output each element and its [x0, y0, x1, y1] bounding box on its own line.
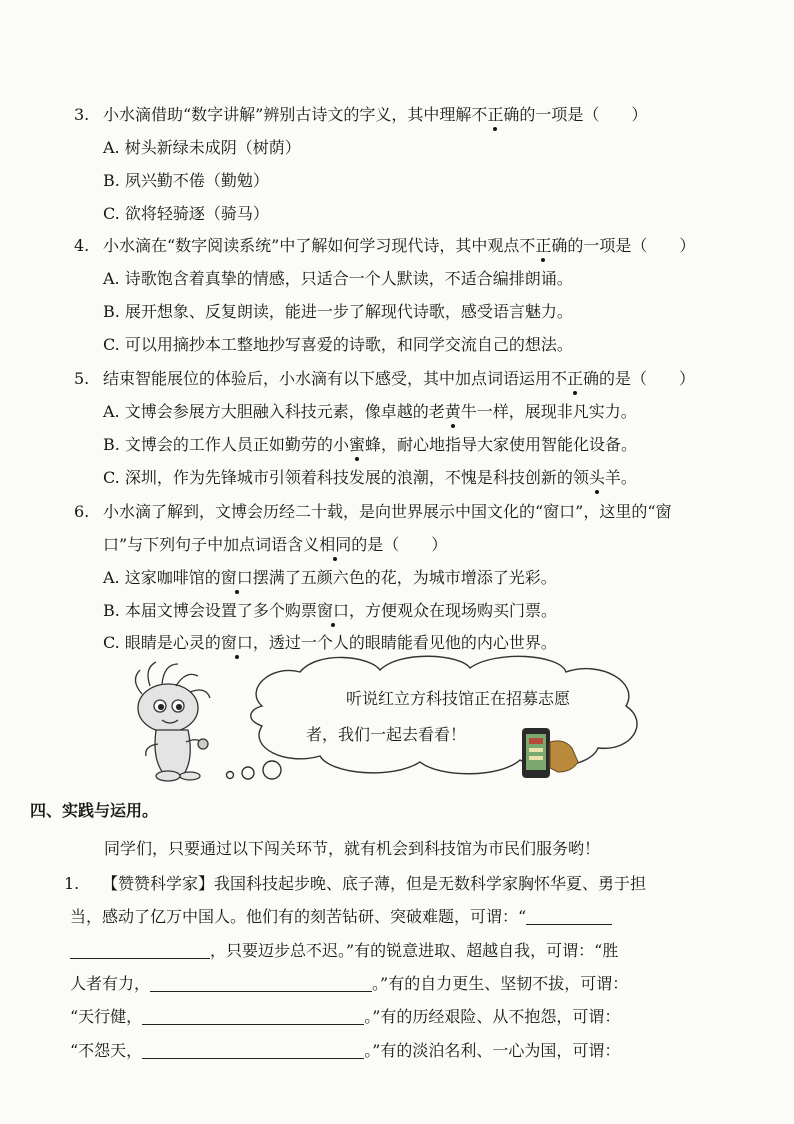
q3-stem-post: 的一项是（ ） — [519, 105, 648, 124]
section-4-title: 四、实践与运用。 — [30, 801, 159, 820]
q6-stem-line2-emphasis: 相同 — [319, 535, 352, 554]
q4-stem-pre: 小水滴在“数字阅读系统”中了解如何学习现代诗，其中观点 — [103, 236, 520, 255]
q3-option-b: B. 夙兴勤不倦（勤勉） — [103, 171, 269, 190]
q5-option-b-pre: B. 文博会的工作人员正如勤劳的 — [103, 435, 333, 454]
s4-q1-line2-text: 当，感动了亿万中国人。他们有的刻苦钻研、突破难题，可谓：“ — [70, 907, 527, 926]
q4-option-a: A. 诗歌饱含着真挚的情感，只适合一个人默读，不适合编排朗诵。 — [103, 269, 573, 288]
q5-option-c-pre: C. 深圳，作为先锋城市引领着科技发展的浪潮，不愧是科技创新的 — [103, 468, 573, 487]
q6-option-a-emphasis: 窗口 — [220, 568, 253, 587]
blank-1a[interactable] — [526, 908, 612, 925]
q6-option-b-pre: B. 本届文博会设置了多个购票 — [103, 601, 317, 620]
q5-option-c-emphasis: 领头羊 — [572, 468, 621, 487]
q6-option-b-emphasis: 窗口 — [316, 601, 349, 620]
s4-q1-line4-post: 。”有的自力更生、坚韧不拔，可谓： — [372, 974, 629, 993]
q3-option-c: C. 欲将轻骑逐（骑马） — [103, 204, 269, 223]
q4-stem-emphasis: 不正确 — [519, 236, 568, 255]
s4-q1-line2 — [70, 906, 612, 928]
s4-q1-line5-post: 。”有的历经艰险、从不抱怨，可谓： — [364, 1007, 621, 1026]
q6-number: 6. — [74, 502, 90, 521]
q4-number: 4. — [74, 236, 90, 255]
q6-option-a-pre: A. 这家咖啡馆的 — [103, 568, 221, 587]
s4-q1-line6-pre: “不怨天， — [70, 1041, 143, 1060]
q4-stem-post: 的一项是（ ） — [567, 236, 696, 255]
q6-option-a-post: 摆满了五颜六色的花，为城市增添了光彩。 — [252, 568, 557, 587]
blank-4[interactable] — [142, 1042, 364, 1059]
s4-q1-line4-pre: 人者有力， — [70, 974, 151, 993]
q3-stem-emphasis: 不正确 — [471, 105, 520, 124]
s4-q1-line5 — [70, 1006, 620, 1028]
s4-q1-line6 — [70, 1040, 620, 1062]
s4-q1-line3-text: ，只要迈步总不迟。”有的锐意进取、超越自我，可谓：“胜 — [210, 941, 619, 960]
blank-3[interactable] — [142, 1008, 364, 1025]
q3-stem-pre: 小水滴借助“数字讲解”辨别古诗文的字义，其中理解 — [103, 105, 472, 124]
q5-option-b-post: ，耐心地指导大家使用智能化设备。 — [380, 435, 637, 454]
q4-option-b: B. 展开想象、反复朗读，能进一步了解现代诗歌，感受语言魅力。 — [103, 302, 573, 321]
q6-stem-line1-text: 小水滴了解到，文博会历经二十载，是向世界展示中国文化的“窗口”，这里的“窗 — [103, 502, 672, 521]
q6-stem-line2-pre: 口”与下列句子中加点词语含义 — [103, 535, 320, 554]
q5-option-b-emphasis: 小蜜蜂 — [332, 435, 381, 454]
s4-q1-line5-pre: “天行健， — [70, 1007, 143, 1026]
s4-q1-number: 1. — [64, 874, 80, 893]
q6-option-c-emphasis: 窗口 — [220, 633, 253, 652]
q5-option-a-pre: A. 文博会参展方大胆融入科技元素，像卓越的 — [103, 402, 429, 421]
q6-option-c-pre: C. 眼睛是心灵的 — [103, 633, 221, 652]
s4-q1-line1 — [64, 873, 646, 895]
q5-stem-emphasis: 不正确 — [551, 369, 600, 388]
bubble-line2: 者，我们一起去看看！ — [306, 725, 467, 744]
q6-option-b-post: ，方便观众在现场购买门票。 — [348, 601, 557, 620]
s4-q1-line1-text: 【赞赞科学家】我国科技起步晚、底子薄，但是无数科学家胸怀华夏、勇于担 — [102, 874, 647, 893]
blank-1b[interactable] — [70, 942, 210, 959]
q6-option-c-post: ，透过一个人的眼睛能看见他的内心世界。 — [252, 633, 557, 652]
s4-q1-line4 — [70, 973, 628, 995]
q5-stem-post: 的是（ ） — [599, 369, 696, 388]
q5-stem-pre: 结束智能展位的体验后，小水滴有以下感受，其中加点词语运用 — [103, 369, 552, 388]
q5-option-a-emphasis: 老黄牛 — [428, 402, 477, 421]
q3-number: 3. — [74, 105, 90, 124]
q6-stem-line2-post: 的是（ ） — [351, 535, 448, 554]
q4-option-c: C. 可以用摘抄本工整地抄写喜爱的诗歌，和同学交流自己的想法。 — [103, 335, 573, 354]
q5-option-a-post: 一样，展现非凡实力。 — [476, 402, 637, 421]
s4-q1-line6-post: 。”有的淡泊名利、一心为国，可谓： — [364, 1041, 621, 1060]
blank-2[interactable] — [150, 975, 372, 992]
q5-option-c-post: 。 — [620, 468, 637, 487]
q3-option-a: A. 树头新绿未成阴（树荫） — [103, 138, 301, 157]
s4-q1-line3 — [70, 940, 618, 962]
section-4-intro: 同学们，只要通过以下闯关环节，就有机会到科技馆为市民们服务哟！ — [104, 839, 601, 858]
water-drop-mascot-icon — [135, 662, 210, 781]
bubble-line1: 听说红立方科技馆正在招募志愿 — [346, 689, 571, 708]
q5-number: 5. — [74, 369, 90, 388]
